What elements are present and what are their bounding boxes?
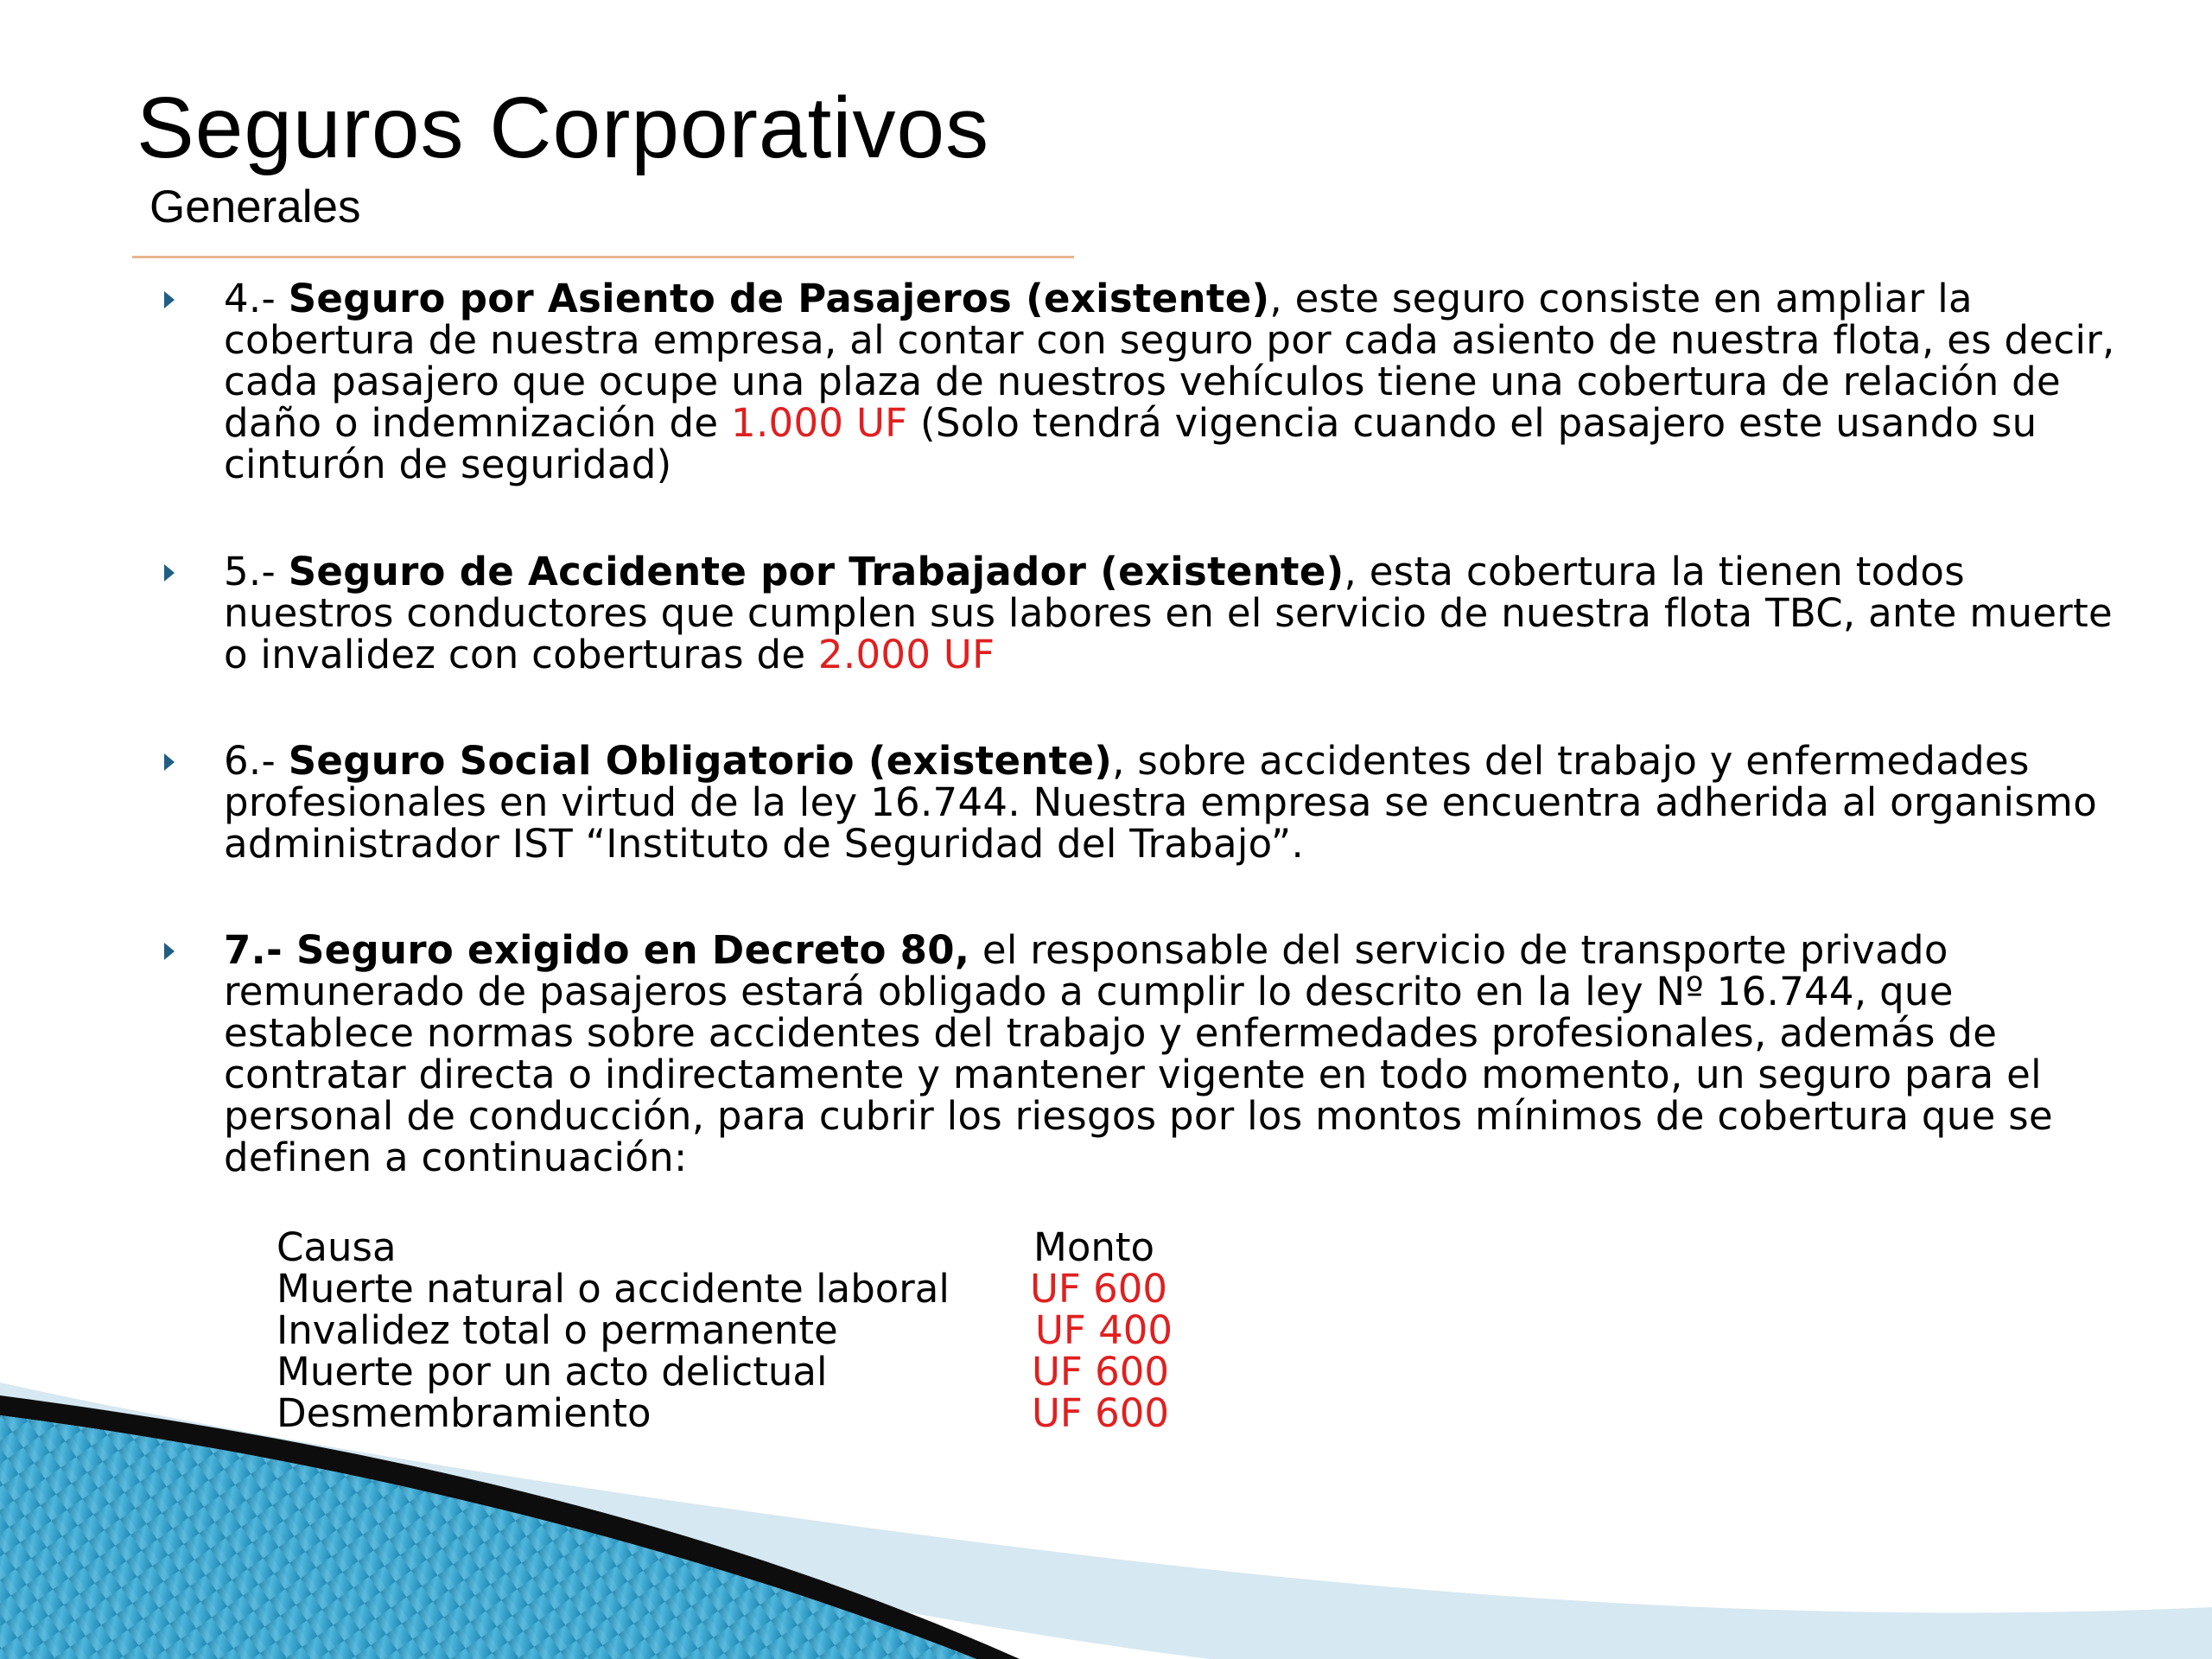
bullet-text: 7.- Seguro exigido en Decreto 80, el responsable del servicio de transporte privado remunerado de pasajeros estará obligado a cumplir lo descrito en la ley Nº 16.744, que establece normas sobre accidentes del trabajo y enfermedades profesionales, además de contratar directa o indirectamente y mantener vigente en todo momento, un seguro para el personal de conducción, para cubrir los riesgos por los montos mínimos de cobertura que se definen a continuación: <box>224 927 2053 1180</box>
bullet-text: 6.- Seguro Social Obligatorio (existente), sobre accidentes del trabajo y enfermedades profesionales en virtud de la ley 16.744. Nuestra empresa se encuentra adherida al organismo administrador IST “Instituto de Seguridad del Trabajo”. <box>224 738 2098 867</box>
cause-cell: Muerte natural o accidente laboral <box>276 1266 950 1312</box>
bullet-heading: Seguro de Accidente por Trabajador (existente) <box>288 549 1344 594</box>
highlight-amount: 1.000 UF <box>731 400 908 446</box>
cause-cell: Muerte por un acto delictual <box>276 1349 828 1395</box>
cause-cell: Invalidez total o permanente <box>276 1307 838 1353</box>
amount-cell: UF 600 <box>1030 1266 1168 1312</box>
bullet-text: 5.- Seguro de Accidente por Trabajador (existente), esta cobertura la tienen todos nuestros conductores que cumplen sus labores en el servicio de nuestra flota TBC, ante muerte o invalidez con coberturas de 2.000 UF <box>224 549 2113 677</box>
triangle-bullet-icon <box>164 291 175 308</box>
bullet-item-6 <box>164 738 2143 867</box>
slide-subtitle: Generales <box>149 181 361 232</box>
bullet-item-7 <box>164 927 2143 1180</box>
amount-cell: UF 400 <box>1035 1307 1173 1353</box>
bullet-heading: Seguro Social Obligatorio (existente) <box>288 738 1113 784</box>
bullet-heading: 7.- Seguro exigido en Decreto 80, <box>224 927 970 973</box>
header-amount: Monto <box>1033 1224 1155 1270</box>
highlight-amount: 2.000 UF <box>817 632 995 677</box>
bullet-text: 4.- Seguro por Asiento de Pasajeros (existente), este seguro consiste en ampliar la cobertura de nuestra empresa, al contar con seguro por cada asiento de nuestra flota, es decir, cada pasajero que ocupe una plaza de nuestros vehículos tiene una cobertura de relación de daño o indemnización de 1.000 UF (Solo tendrá vigencia cuando el pasajero este usando su cinturón de seguridad) <box>224 276 2115 487</box>
triangle-bullet-icon <box>164 943 175 960</box>
bullet-heading: Seguro por Asiento de Pasajeros (existente) <box>288 276 1270 321</box>
triangle-bullet-icon <box>164 564 175 582</box>
amount-cell: UF 600 <box>1032 1349 1170 1395</box>
title-divider <box>132 256 1074 258</box>
amount-cell: UF 600 <box>1032 1390 1170 1436</box>
triangle-bullet-icon <box>164 753 175 771</box>
slide-title: Seguros Corporativos <box>137 79 990 176</box>
bullet-item-5 <box>164 551 2143 676</box>
bullet-item-4 <box>164 278 2143 486</box>
header-cause: Causa <box>276 1224 397 1270</box>
cause-cell: Desmembramiento <box>276 1390 652 1436</box>
decorative-swoosh <box>0 1348 2212 1659</box>
